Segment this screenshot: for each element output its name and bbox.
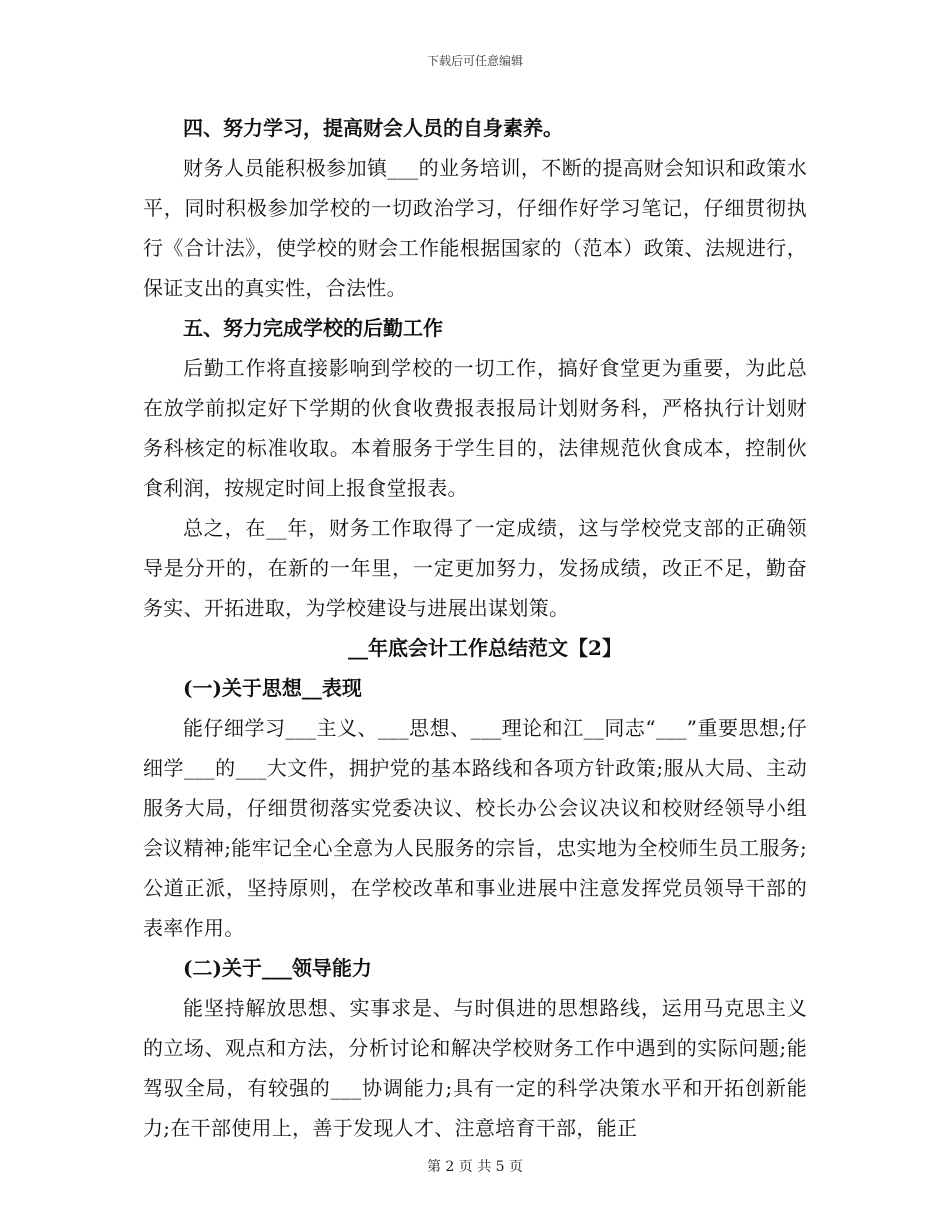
page-header: 下载后可任意编辑 — [426, 54, 523, 68]
paragraph: 能坚持解放思想、实事求是、与时俱进的思想路线，运用马克思主义的立场、观点和方法，分析讨论和解决学校财务工作中遇到的实际问题;能驾驭全局，有较强的___协调能力;具有一定的科学决策水平和开拓创新能力;在干部使用上，善于发现人才、注意培育干部，能正 — [143, 996, 807, 1140]
document-body — [143, 108, 807, 1148]
paragraph: 能仔细学习___主义、___思想、___理论和江__同志“___”重要思想;仔细学___的___大文件，拥护党的基本路线和各项方针政策;服从大局、主动服务大局，仔细贯彻落实党委决议、校长办公会议决议和校财经领导小组会议精神;能牢记全心全意为人民服务的宗旨，忠实地为全校师生员工服务;公道正派，坚持原则，在学校改革和事业进展中注意发挥党员领导干部的表率作用。 — [143, 716, 807, 940]
section-heading-5: 五、努力完成学校的后勤工作 — [183, 316, 443, 340]
paragraph: 财务人员能积极参加镇___的业务培训，不断的提高财会知识和政策水平，同时积极参加学校的一切政治学习，仔细作好学习笔记，仔细贯彻执行《合计法》，使学校的财会工作能根据国家的（范本）政策、法规进行，保证支出的真实性，合法性。 — [143, 156, 807, 300]
paragraph: 后勤工作将直接影响到学校的一切工作，搞好食堂更为重要，为此总在放学前拟定好下学期的伙食收费报表报局计划财务科，严格执行计划财务科核定的标准收取。本着服务于学生目的，法律规范伙食成本，控制伙食利润，按规定时间上报食堂报表。 — [143, 356, 807, 500]
section-heading-4: 四、努力学习，提高财会人员的自身素养。 — [183, 116, 563, 140]
document-title-2: __年底会计工作总结范文【2】 — [348, 636, 622, 660]
subsection-heading-1: (一)关于思想__表现 — [183, 676, 362, 700]
subsection-heading-2: (二)关于___领导能力 — [183, 956, 372, 980]
page-footer: 第 2 页 共 5 页 — [426, 1159, 524, 1175]
paragraph: 总之，在__年，财务工作取得了一定成绩，这与学校党支部的正确领导是分开的，在新的一年里，一定更加努力，发扬成绩，改正不足，勤奋务实、开拓进取，为学校建设与进展出谋划策。 — [143, 516, 807, 620]
